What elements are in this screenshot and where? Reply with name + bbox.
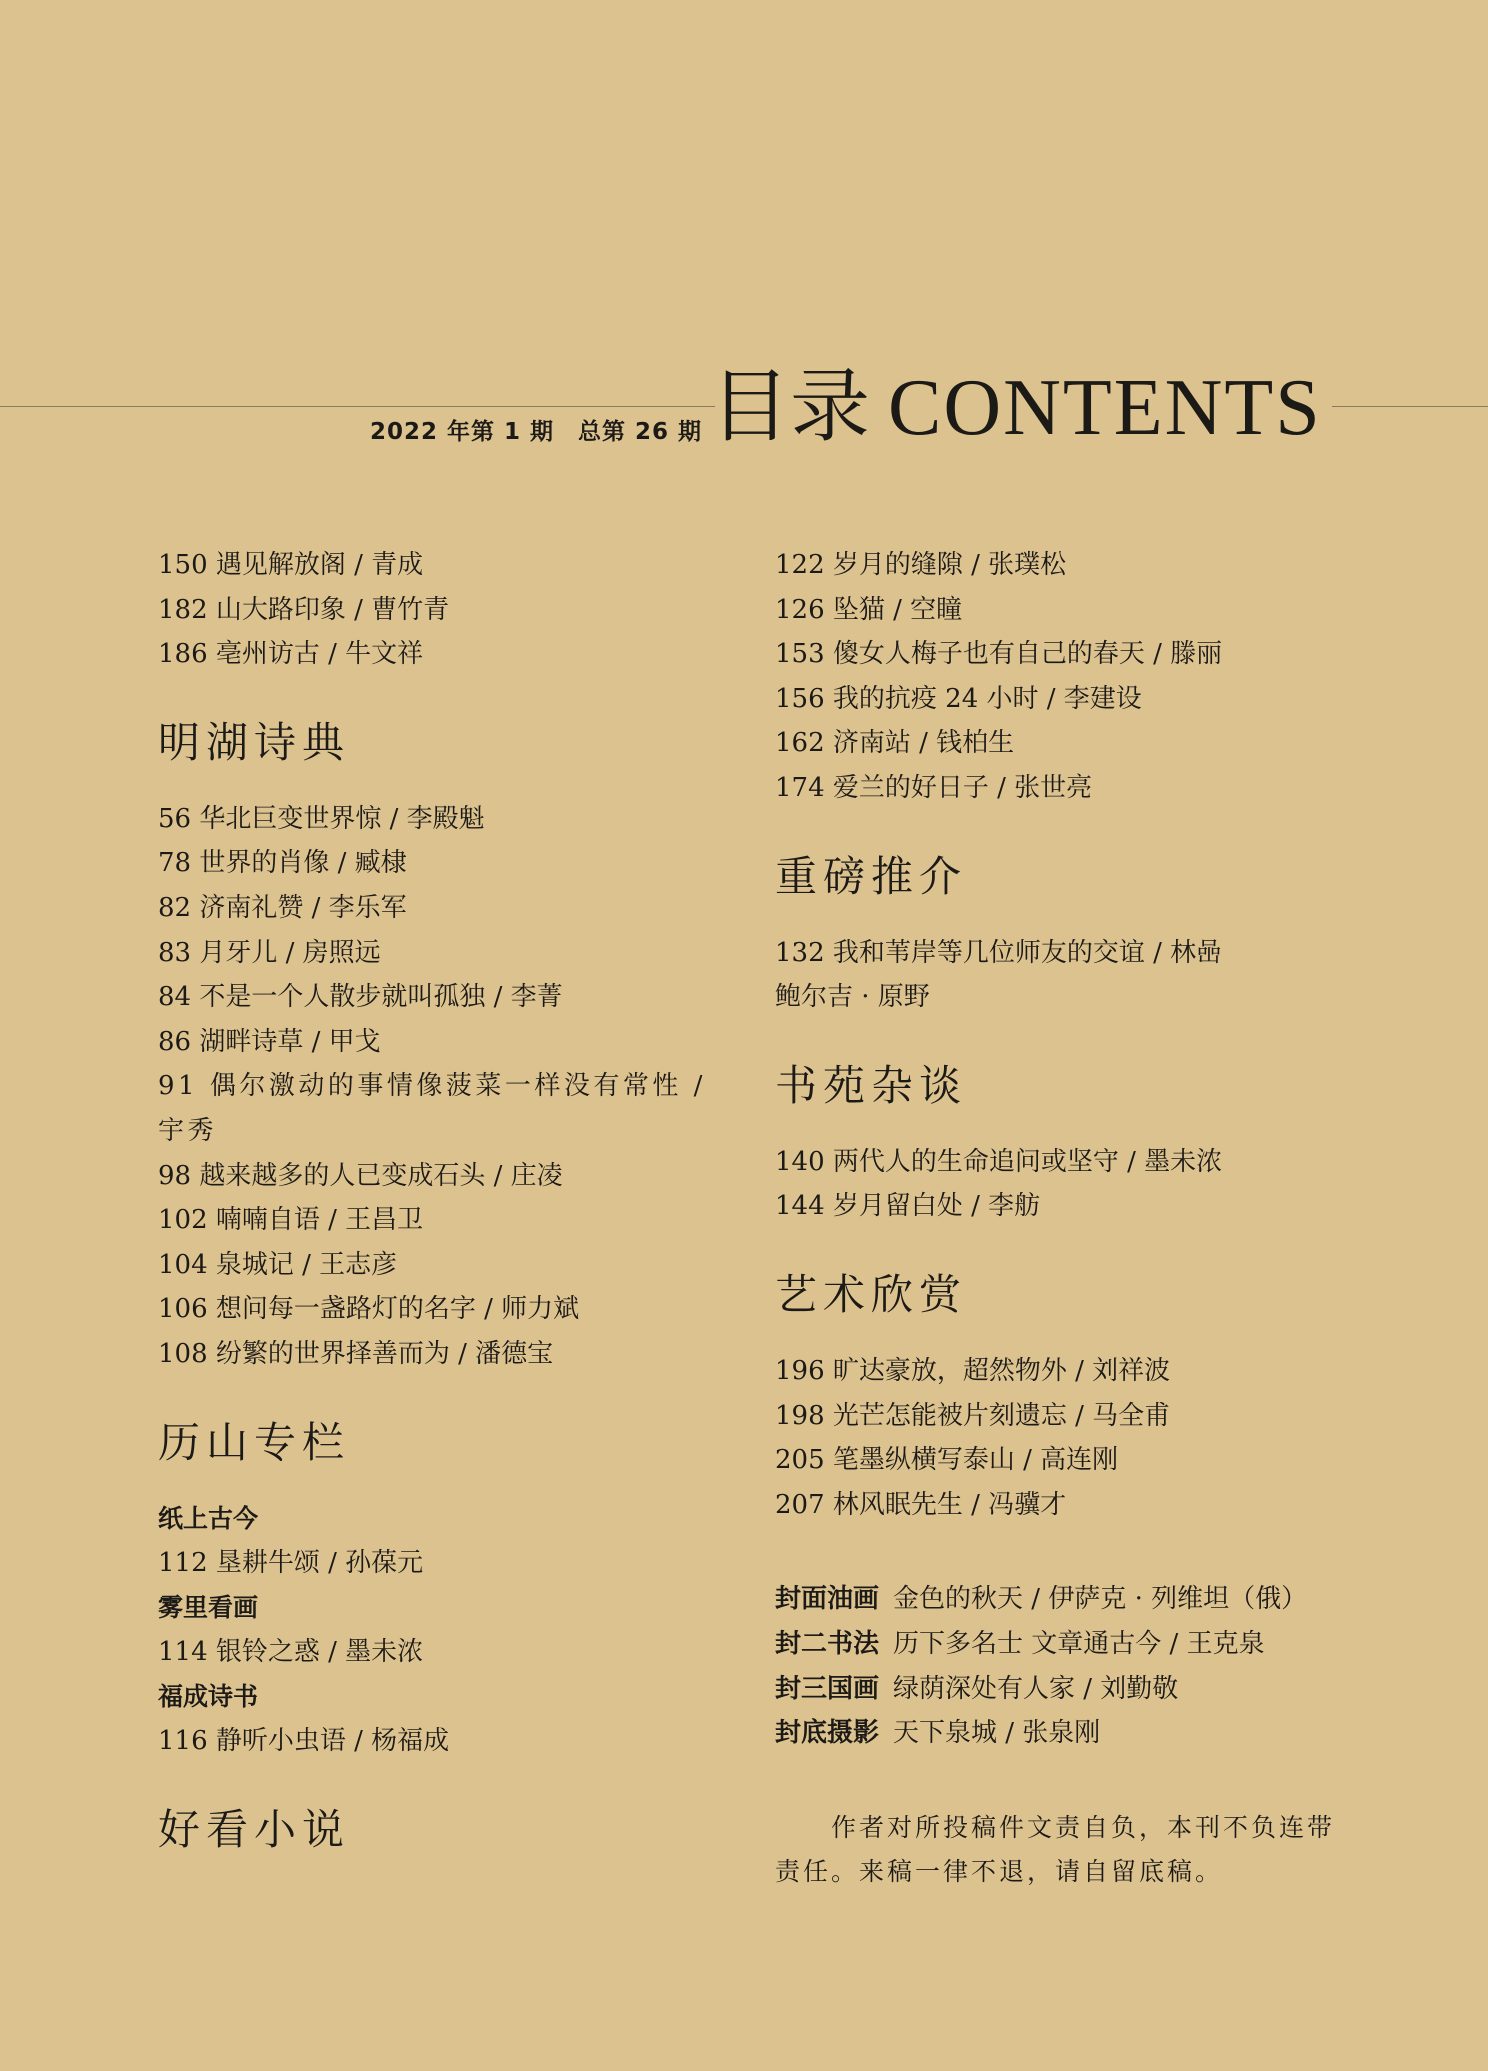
toc-entry[interactable]: 83 月牙儿 / 房照远 xyxy=(158,937,381,968)
toc-entry[interactable]: 104 泉城记 / 王志彦 xyxy=(158,1249,398,1280)
toc-entry[interactable]: 207 林风眠先生 / 冯骥才 xyxy=(775,1489,1067,1520)
header-rule-right xyxy=(1332,406,1488,407)
subsection-title: 纸上古今 xyxy=(158,1503,259,1533)
toc-entry[interactable]: 122 岁月的缝隙 / 张璞松 xyxy=(775,550,1067,580)
right-column xyxy=(775,543,1335,1894)
section-title: 历山专栏 xyxy=(158,1417,351,1467)
toc-entry[interactable]: 174 爱兰的好日子 / 张世亮 xyxy=(775,772,1093,803)
subsection-title: 雾里看画 xyxy=(158,1592,259,1622)
toc-entry[interactable]: 153 傻女人梅子也有自己的春天 / 滕丽 xyxy=(775,639,1223,670)
page-title xyxy=(710,360,1322,453)
credit-line xyxy=(775,1622,1335,1667)
credit-text: 绿荫深处有人家 / 刘勤敬 xyxy=(893,1673,1179,1704)
credit-label: 封三国画 xyxy=(775,1673,880,1704)
toc-entry[interactable]: 144 岁月留白处 / 李舫 xyxy=(775,1191,1041,1222)
toc-entry[interactable]: 198 光芒怎能被片刻遗忘 / 马全甫 xyxy=(775,1400,1171,1431)
toc-entry[interactable]: 114 银铃之惑 / 墨未浓 xyxy=(158,1637,424,1668)
credit-text: 历下多名士 文章通古今 / 王克泉 xyxy=(893,1628,1265,1659)
credit-text: 天下泉城 / 张泉刚 xyxy=(893,1718,1101,1749)
toc-entry[interactable]: 182 山大路印象 / 曹竹青 xyxy=(158,594,450,625)
toc-entry[interactable]: 132 我和苇岸等几位师友的交谊 / 林喦 xyxy=(775,937,1223,968)
toc-entry[interactable]: 102 喃喃自语 / 王昌卫 xyxy=(158,1205,424,1236)
section-title: 艺术欣赏 xyxy=(775,1269,968,1319)
credit-label: 封底摄影 xyxy=(775,1718,880,1749)
toc-entry[interactable]: 78 世界的肖像 / 臧棣 xyxy=(158,848,407,879)
disclaimer-note: 作者对所投稿件文责自负，本刊不负连带责任。来稿一律不退，请自留底稿。 xyxy=(775,1812,1336,1886)
toc-entry[interactable]: 196 旷达豪放，超然物外 / 刘祥波 xyxy=(775,1355,1171,1386)
toc-entry[interactable]: 186 亳州访古 / 牛文祥 xyxy=(158,639,424,670)
left-column xyxy=(158,543,713,1884)
title-cn: 目录 xyxy=(710,360,870,453)
toc-entry[interactable]: 106 想问每一盏路灯的名字 / 师力斌 xyxy=(158,1294,580,1325)
credit-line xyxy=(775,1711,1335,1756)
issue-label: 2022 年第 1 期 总第 26 期 xyxy=(370,419,703,445)
credit-line xyxy=(775,1577,1335,1622)
section-title: 书苑杂谈 xyxy=(775,1060,968,1110)
section-title: 好看小说 xyxy=(158,1805,351,1855)
toc-entry[interactable]: 鲍尔吉 · 原野 xyxy=(775,982,930,1013)
toc-entry[interactable]: 126 坠猫 / 空瞳 xyxy=(775,594,963,625)
toc-entry[interactable]: 82 济南礼赞 / 李乐军 xyxy=(158,892,407,923)
toc-entry[interactable]: 162 济南站 / 钱柏生 xyxy=(775,728,1015,759)
toc-entry[interactable]: 56 华北巨变世界惊 / 李殿魁 xyxy=(158,803,485,834)
credit-label: 封二书法 xyxy=(775,1628,880,1659)
credit-line xyxy=(775,1667,1335,1712)
subsection-title: 福成诗书 xyxy=(158,1681,259,1711)
toc-entry[interactable]: 108 纷繁的世界择善而为 / 潘德宝 xyxy=(158,1338,554,1369)
toc-entry[interactable]: 86 湖畔诗草 / 甲戈 xyxy=(158,1026,381,1057)
toc-entry[interactable]: 150 遇见解放阁 / 青成 xyxy=(158,550,424,580)
toc-entry[interactable]: 116 静听小虫语 / 杨福成 xyxy=(158,1726,450,1757)
title-en: CONTENTS xyxy=(888,364,1322,452)
toc-entry[interactable]: 112 垦耕牛颂 / 孙葆元 xyxy=(158,1548,424,1579)
toc-entry[interactable]: 98 越来越多的人已变成石头 / 庄凌 xyxy=(158,1160,563,1191)
toc-entry[interactable]: 140 两代人的生命追问或坚守 / 墨未浓 xyxy=(775,1146,1223,1177)
section-title: 重磅推介 xyxy=(775,851,968,901)
section-title: 明湖诗典 xyxy=(158,717,351,767)
toc-entry[interactable]: 91 偶尔激动的事情像菠菜一样没有常性 / 宇秀 xyxy=(158,1071,706,1146)
toc-entry[interactable]: 205 笔墨纵横写泰山 / 高连刚 xyxy=(775,1445,1119,1476)
credit-label: 封面油画 xyxy=(775,1584,880,1615)
header-rule-left xyxy=(0,406,715,407)
toc-entry[interactable]: 84 不是一个人散步就叫孤独 / 李菁 xyxy=(158,982,563,1013)
toc-entry[interactable]: 156 我的抗疫 24 小时 / 李建设 xyxy=(775,683,1142,714)
credit-text: 金色的秋天 / 伊萨克 · 列维坦（俄） xyxy=(893,1584,1308,1615)
